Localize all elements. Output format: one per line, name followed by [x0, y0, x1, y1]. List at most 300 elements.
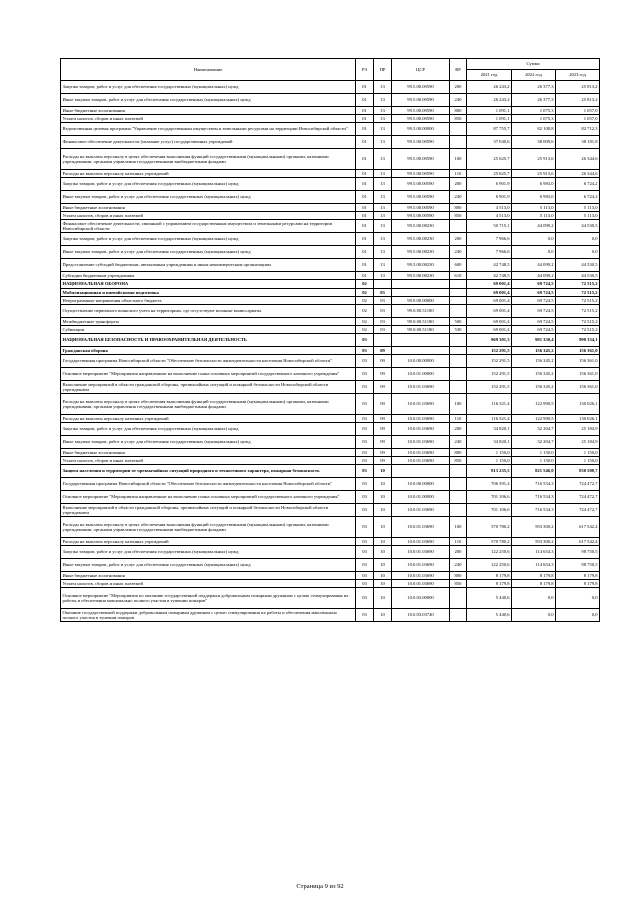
cell-y1: 25 625,7 — [467, 170, 512, 178]
cell-y3: 72 515,2 — [556, 297, 600, 305]
cell-name: Уплата налогов, сборов и иных платежей — [61, 212, 356, 220]
cell-vr — [450, 220, 467, 233]
cell-vr: 850 — [450, 212, 467, 220]
cell-csr: 10.0.01.00000 — [392, 491, 450, 504]
cell-pr: 10 — [374, 491, 392, 504]
header-vr: ВР — [450, 59, 467, 81]
cell-y3: 8 179,8 — [556, 572, 600, 580]
cell-vr: 850 — [450, 115, 467, 123]
cell-y3: 0,0 — [556, 609, 600, 622]
cell-y1: 6 901,9 — [467, 178, 512, 191]
cell-rz: 02 — [356, 318, 374, 326]
cell-rz: 01 — [356, 233, 374, 246]
cell-csr: 10.0.00.00000 — [392, 478, 450, 491]
cell-rz: 03 — [356, 415, 374, 423]
cell-name: Финансовое обеспечение деятельности, связанной с управлением государственным имуществом и земельными ресурсами на территории Новосибирской области — [61, 220, 356, 233]
cell-y3: 72 515,2 — [556, 305, 600, 318]
cell-name: Расходы на выплаты персоналу в целях обеспечения выполнения функций государственными (муниципальными) органами, казенными учреждениями, органами управления государственными внебюджетными фондами — [61, 517, 356, 538]
cell-pr: 09 — [374, 381, 392, 394]
cell-csr: 99.5.00.08230 — [392, 246, 450, 259]
header-csr: ЦСР — [392, 59, 450, 81]
cell-rz: 02 — [356, 289, 374, 297]
cell-y1: 701 106,6 — [467, 491, 512, 504]
cell-y3: 72 515,2 — [556, 326, 600, 334]
cell-y1: 1 091,1 — [467, 107, 512, 115]
cell-vr: 100 — [450, 517, 467, 538]
cell-y1: 42 748,5 — [467, 272, 512, 280]
cell-y2: 122 990,5 — [512, 415, 556, 423]
cell-y2: 69 724,5 — [512, 318, 556, 326]
cell-y1: 6 901,9 — [467, 191, 512, 204]
cell-y3: 724 472,7 — [556, 504, 600, 517]
cell-vr: 240 — [450, 559, 467, 572]
cell-csr: 99.5.00.00590 — [392, 178, 450, 191]
table-row — [61, 415, 600, 423]
cell-vr — [450, 588, 467, 609]
cell-name: Основное мероприятие "Мероприятия направленные на выполнение плана основных мероприятий государственного казенного учреждения" — [61, 491, 356, 504]
cell-pr: 13 — [374, 149, 392, 170]
cell-rz: 03 — [356, 355, 374, 368]
cell-name: Уплата налогов, сборов и иных платежей — [61, 580, 356, 588]
cell-rz: 01 — [356, 94, 374, 107]
cell-y3: 156 361,0 — [556, 368, 600, 381]
table-row — [61, 272, 600, 280]
table-row — [61, 107, 600, 115]
cell-y3: 38 181,8 — [556, 136, 600, 149]
table-row — [61, 580, 600, 588]
cell-name: Субвенции — [61, 326, 356, 334]
cell-pr: 13 — [374, 233, 392, 246]
cell-pr: 13 — [374, 259, 392, 272]
budget-table-page — [60, 58, 599, 622]
cell-y3: 1 057,0 — [556, 107, 600, 115]
cell-rz: 03 — [356, 465, 374, 478]
cell-name: Закупка товаров, работ и услуг для обеспечения государственных (муниципальных) нужд — [61, 81, 356, 94]
table-row — [61, 170, 600, 178]
cell-name: Оказание государственной поддержки добровольным пожарным дружинам с целью стимулирования их работы и обеспечения максимально полного участия в тушении пожаров — [61, 609, 356, 622]
cell-y3: 6 724,2 — [556, 191, 600, 204]
cell-y1: 4 513,0 — [467, 212, 512, 220]
cell-y2: 44 099,2 — [512, 259, 556, 272]
table-row — [61, 588, 600, 609]
cell-pr: 13 — [374, 136, 392, 149]
cell-pr: 13 — [374, 170, 392, 178]
cell-pr: 09 — [374, 423, 392, 436]
cell-name: Расходы на выплаты персоналу казенных учреждений — [61, 415, 356, 423]
table-row — [61, 233, 600, 246]
cell-y3: 44 530,5 — [556, 220, 600, 233]
table-row — [61, 115, 600, 123]
cell-pr: 10 — [374, 465, 392, 478]
cell-rz: 01 — [356, 272, 374, 280]
cell-pr: 03 — [374, 297, 392, 305]
table-row — [61, 326, 600, 334]
cell-csr — [392, 334, 450, 347]
cell-csr: 99.5.00.08230 — [392, 259, 450, 272]
cell-y1: 69 001,4 — [467, 305, 512, 318]
cell-pr: 10 — [374, 546, 392, 559]
cell-rz: 03 — [356, 334, 374, 347]
cell-pr: 10 — [374, 504, 392, 517]
cell-csr: 99.5.00.00000 — [392, 123, 450, 136]
cell-vr — [450, 334, 467, 347]
cell-csr: 10.0.03.03740 — [392, 609, 450, 622]
cell-y1: 26 243,2 — [467, 94, 512, 107]
cell-rz: 03 — [356, 478, 374, 491]
cell-name: Государственная программа Новосибирской области "Обеспечение безопасности жизнедеятельности населения Новосибирской области" — [61, 355, 356, 368]
table-row — [61, 368, 600, 381]
cell-y2: 716 534,3 — [512, 504, 556, 517]
cell-name: Выполнение мероприятий в области гражданской обороны, чрезвычайных ситуаций и пожарной безопасности Новосибирской области учреждением — [61, 504, 356, 517]
cell-name: Межбюджетные трансферты — [61, 318, 356, 326]
cell-y3: 617 542,4 — [556, 517, 600, 538]
cell-y1: 701 106,6 — [467, 504, 512, 517]
cell-rz: 03 — [356, 546, 374, 559]
cell-y3: 5 113,0 — [556, 212, 600, 220]
cell-y3: 130 026,1 — [556, 415, 600, 423]
header-year-2023: 2023 год — [556, 70, 600, 81]
cell-y3: 130 026,1 — [556, 394, 600, 415]
cell-vr — [450, 297, 467, 305]
cell-y3: 6 724,2 — [556, 178, 600, 191]
cell-name: Иные закупки товаров, работ и услуг для обеспечения государственных (муниципальных) нужд — [61, 436, 356, 449]
cell-vr: 800 — [450, 204, 467, 212]
cell-name: Иные закупки товаров, работ и услуг для обеспечения государственных (муниципальных) нужд — [61, 191, 356, 204]
cell-csr: 99.5.00.08230 — [392, 233, 450, 246]
cell-rz: 02 — [356, 326, 374, 334]
cell-csr: 99.5.00.00590 — [392, 94, 450, 107]
cell-vr — [450, 609, 467, 622]
cell-rz: 01 — [356, 81, 374, 94]
cell-csr — [392, 347, 450, 355]
cell-y3: 990 334,1 — [556, 334, 600, 347]
cell-rz: 03 — [356, 538, 374, 546]
cell-pr: 09 — [374, 355, 392, 368]
cell-rz: 03 — [356, 423, 374, 436]
cell-y2: 69 724,5 — [512, 326, 556, 334]
cell-rz: 03 — [356, 580, 374, 588]
cell-y1: 50 715,1 — [467, 220, 512, 233]
cell-y1: 152 291,5 — [467, 355, 512, 368]
cell-y3: 830 508,7 — [556, 465, 600, 478]
cell-pr: 09 — [374, 457, 392, 465]
cell-y2: 156 345,2 — [512, 368, 556, 381]
cell-y2: 981 330,4 — [512, 334, 556, 347]
cell-pr: 10 — [374, 517, 392, 538]
cell-y1: 69 001,4 — [467, 280, 512, 289]
cell-csr: 10.0.01.03690 — [392, 394, 450, 415]
table-row — [61, 355, 600, 368]
cell-vr — [450, 465, 467, 478]
cell-rz: 01 — [356, 246, 374, 259]
cell-vr: 200 — [450, 81, 467, 94]
cell-pr: 13 — [374, 107, 392, 115]
cell-rz: 03 — [356, 381, 374, 394]
cell-y1: 8 179,8 — [467, 580, 512, 588]
cell-vr: 110 — [450, 415, 467, 423]
cell-y2: 44 099,2 — [512, 220, 556, 233]
cell-rz: 02 — [356, 280, 374, 289]
cell-csr: 10.0.01.03690 — [392, 559, 450, 572]
cell-y2: 0,0 — [512, 609, 556, 622]
cell-name: Расходы на выплаты персоналу в целях обеспечения выполнения функций государственными (муниципальными) органами, казенными учреждениями, органами управления государственными внебюджетными фондами — [61, 394, 356, 415]
cell-csr: 99.5.00.00590 — [392, 81, 450, 94]
cell-csr — [392, 280, 450, 289]
cell-name: Предоставление субсидий бюджетным, автономным учреждениям и иным некоммерческим организациям — [61, 259, 356, 272]
cell-y1: 1 150,0 — [467, 449, 512, 457]
table-row — [61, 280, 600, 289]
cell-csr: 99.0.00.51180 — [392, 305, 450, 318]
cell-csr: 10.0.03.00000 — [392, 588, 450, 609]
table-row — [61, 289, 600, 297]
cell-pr: 10 — [374, 588, 392, 609]
cell-name: Иные закупки товаров, работ и услуг для обеспечения государственных (муниципальных) нужд — [61, 94, 356, 107]
cell-pr — [374, 280, 392, 289]
cell-y2: 716 534,3 — [512, 491, 556, 504]
cell-rz: 01 — [356, 191, 374, 204]
cell-csr: 10.0.01.03690 — [392, 538, 450, 546]
cell-y1: 152 291,5 — [467, 368, 512, 381]
cell-vr: 800 — [450, 449, 467, 457]
cell-pr: 09 — [374, 415, 392, 423]
cell-name: Закупка товаров, работ и услуг для обеспечения государственных (муниципальных) нужд — [61, 423, 356, 436]
cell-y3: 156 361,0 — [556, 355, 600, 368]
table-row — [61, 449, 600, 457]
cell-y2: 44 099,2 — [512, 272, 556, 280]
cell-y2: 0,0 — [512, 246, 556, 259]
cell-y1: 69 001,4 — [467, 318, 512, 326]
cell-pr: 13 — [374, 220, 392, 233]
cell-y3: 1 150,0 — [556, 449, 600, 457]
cell-name: Уплата налогов, сборов и иных платежей — [61, 457, 356, 465]
table-row — [61, 457, 600, 465]
cell-y2: 821 546,0 — [512, 465, 556, 478]
cell-csr: 99.5.00.00590 — [392, 170, 450, 178]
table-row — [61, 149, 600, 170]
cell-y1: 5 440,6 — [467, 588, 512, 609]
cell-y3: 0,0 — [556, 233, 600, 246]
cell-y2: 0,0 — [512, 233, 556, 246]
table-row — [61, 559, 600, 572]
cell-y2: 122 990,5 — [512, 394, 556, 415]
table-row — [61, 347, 600, 355]
cell-vr: 850 — [450, 580, 467, 588]
cell-y2: 8 179,8 — [512, 580, 556, 588]
cell-csr: 99.5.00.08230 — [392, 272, 450, 280]
cell-name: Иные бюджетные ассигнования — [61, 107, 356, 115]
table-row — [61, 504, 600, 517]
budget-table — [60, 58, 600, 622]
cell-pr: 10 — [374, 478, 392, 491]
cell-y3: 44 530,5 — [556, 259, 600, 272]
table-row — [61, 212, 600, 220]
table-row — [61, 394, 600, 415]
cell-rz: 03 — [356, 347, 374, 355]
cell-rz: 03 — [356, 572, 374, 580]
cell-pr: 03 — [374, 305, 392, 318]
cell-rz: 01 — [356, 212, 374, 220]
cell-y1: 34 820,1 — [467, 423, 512, 436]
cell-name: Гражданская оборона — [61, 347, 356, 355]
cell-y2: 6 983,0 — [512, 178, 556, 191]
cell-rz: 02 — [356, 305, 374, 318]
cell-y2: 32 204,7 — [512, 423, 556, 436]
cell-y3: 0,0 — [556, 246, 600, 259]
cell-pr: 13 — [374, 272, 392, 280]
cell-pr: 13 — [374, 191, 392, 204]
cell-rz: 01 — [356, 123, 374, 136]
cell-csr: 10.0.01.03690 — [392, 415, 450, 423]
cell-y1: 69 001,4 — [467, 289, 512, 297]
cell-vr: 240 — [450, 191, 467, 204]
cell-csr: 10.0.01.03690 — [392, 423, 450, 436]
cell-y3: 1 057,0 — [556, 115, 600, 123]
cell-vr — [450, 280, 467, 289]
cell-pr: 13 — [374, 204, 392, 212]
table-body — [61, 81, 600, 622]
cell-pr: 13 — [374, 81, 392, 94]
cell-vr: 240 — [450, 246, 467, 259]
table-row — [61, 81, 600, 94]
table-row — [61, 297, 600, 305]
cell-y1: 34 820,1 — [467, 436, 512, 449]
cell-vr: 240 — [450, 436, 467, 449]
cell-y3: 26 344,6 — [556, 149, 600, 170]
cell-vr: 200 — [450, 233, 467, 246]
cell-vr — [450, 504, 467, 517]
cell-rz: 01 — [356, 136, 374, 149]
cell-y1: 7 966,6 — [467, 246, 512, 259]
cell-vr — [450, 381, 467, 394]
cell-vr: 100 — [450, 394, 467, 415]
cell-y2: 82 108,8 — [512, 123, 556, 136]
header-pr: ПР — [374, 59, 392, 81]
cell-pr: 03 — [374, 289, 392, 297]
cell-csr: 99.5.00.00590 — [392, 107, 450, 115]
cell-name: Закупка товаров, работ и услуг для обеспечения государственных (муниципальных) нужд — [61, 178, 356, 191]
cell-y3: 724 472,7 — [556, 491, 600, 504]
cell-name: Иные бюджетные ассигнования — [61, 572, 356, 580]
cell-y1: 152 291,5 — [467, 381, 512, 394]
cell-y2: 593 300,2 — [512, 538, 556, 546]
cell-vr — [450, 305, 467, 318]
table-row — [61, 546, 600, 559]
cell-y2: 1 075,3 — [512, 107, 556, 115]
cell-y3: 98 750,5 — [556, 546, 600, 559]
cell-y3: 0,0 — [556, 588, 600, 609]
table-row — [61, 191, 600, 204]
cell-y1: 25 625,7 — [467, 149, 512, 170]
cell-y2: 69 724,5 — [512, 289, 556, 297]
cell-y3: 82 712,3 — [556, 123, 600, 136]
cell-pr: 10 — [374, 572, 392, 580]
cell-name: Осуществление первичного воинского учета на территориях, где отсутствуют военные комиссариаты — [61, 305, 356, 318]
cell-y3: 26 344,6 — [556, 170, 600, 178]
cell-y1: 7 966,6 — [467, 233, 512, 246]
table-row — [61, 136, 600, 149]
cell-csr: 10.0.01.03690 — [392, 517, 450, 538]
cell-y3: 1 150,0 — [556, 457, 600, 465]
cell-y3: 72 515,2 — [556, 318, 600, 326]
cell-y1: 26 243,2 — [467, 81, 512, 94]
cell-pr: 09 — [374, 347, 392, 355]
cell-vr — [450, 368, 467, 381]
cell-csr: 10.0.01.03690 — [392, 449, 450, 457]
cell-rz: 03 — [356, 457, 374, 465]
cell-y3: 72 515,2 — [556, 280, 600, 289]
cell-y2: 32 204,7 — [512, 436, 556, 449]
cell-name: Иные бюджетные ассигнования — [61, 204, 356, 212]
cell-name: Субсидии бюджетным учреждениям — [61, 272, 356, 280]
cell-csr: 10.0.01.03690 — [392, 457, 450, 465]
header-sum: Сумма — [467, 59, 600, 70]
cell-csr: 99.5.00.08230 — [392, 220, 450, 233]
cell-y3: 25 184,9 — [556, 436, 600, 449]
header-year-2021: 2021 год — [467, 70, 512, 81]
cell-rz: 01 — [356, 107, 374, 115]
header-name: Наименование — [61, 59, 356, 81]
cell-pr: 09 — [374, 368, 392, 381]
cell-y1: 570 780,2 — [467, 517, 512, 538]
table-row — [61, 305, 600, 318]
cell-y1: 42 748,5 — [467, 259, 512, 272]
cell-y2: 69 724,5 — [512, 280, 556, 289]
cell-csr: 99.0.00.00000 — [392, 297, 450, 305]
cell-y1: 570 780,2 — [467, 538, 512, 546]
cell-name: Иные закупки товаров, работ и услуг для обеспечения государственных (муниципальных) нужд — [61, 559, 356, 572]
cell-vr: 610 — [450, 272, 467, 280]
cell-y1: 4 513,0 — [467, 204, 512, 212]
cell-y2: 1 150,0 — [512, 457, 556, 465]
header-rz: РЗ — [356, 59, 374, 81]
cell-csr: 99.5.00.00590 — [392, 149, 450, 170]
cell-pr: 09 — [374, 394, 392, 415]
cell-rz: 03 — [356, 517, 374, 538]
table-row — [61, 94, 600, 107]
cell-rz: 03 — [356, 368, 374, 381]
cell-rz: 02 — [356, 297, 374, 305]
table-row — [61, 220, 600, 233]
cell-csr: 10.0.00.00000 — [392, 355, 450, 368]
cell-pr: 09 — [374, 449, 392, 457]
cell-y1: 69 001,4 — [467, 297, 512, 305]
cell-y1: 116 321,4 — [467, 415, 512, 423]
cell-y3: 156 361,0 — [556, 347, 600, 355]
cell-y3: 25 813,2 — [556, 81, 600, 94]
cell-y1: 1 150,0 — [467, 457, 512, 465]
cell-y2: 593 300,2 — [512, 517, 556, 538]
cell-csr — [392, 289, 450, 297]
cell-vr: 800 — [450, 107, 467, 115]
cell-rz: 03 — [356, 588, 374, 609]
table-row — [61, 609, 600, 622]
cell-vr: 200 — [450, 178, 467, 191]
cell-vr: 200 — [450, 423, 467, 436]
cell-name: Непрограммные направления областного бюджета — [61, 297, 356, 305]
table-row — [61, 123, 600, 136]
table-row — [61, 572, 600, 580]
cell-vr — [450, 478, 467, 491]
cell-y2: 26 377,3 — [512, 94, 556, 107]
cell-csr: 99.5.00.00590 — [392, 204, 450, 212]
cell-y2: 0,0 — [512, 588, 556, 609]
cell-y3: 98 750,5 — [556, 559, 600, 572]
cell-pr: 13 — [374, 94, 392, 107]
cell-y1: 5 440,6 — [467, 609, 512, 622]
cell-csr: 99.5.00.00590 — [392, 212, 450, 220]
cell-pr: 13 — [374, 123, 392, 136]
cell-y2: 25 913,6 — [512, 149, 556, 170]
